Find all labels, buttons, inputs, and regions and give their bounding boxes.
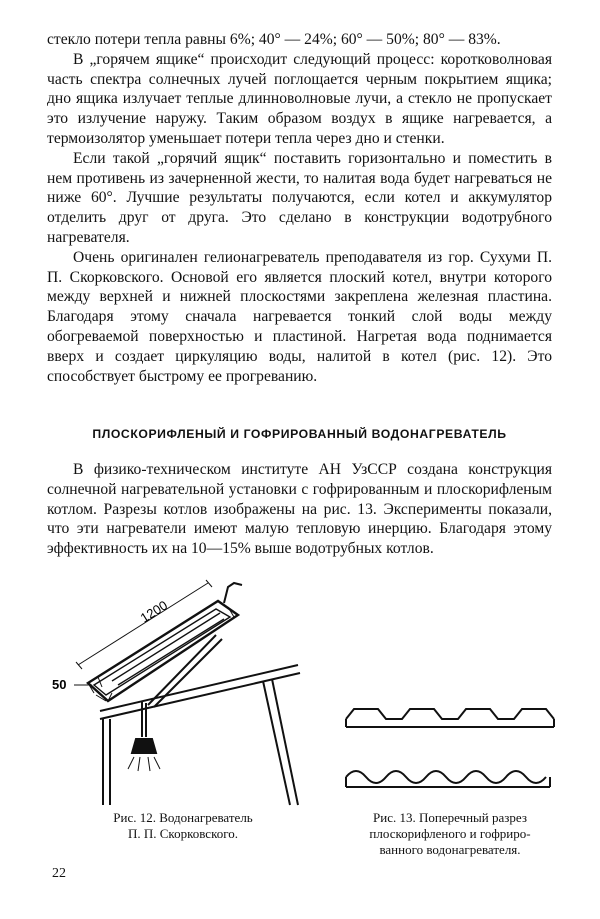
figure-12-caption-line: П. П. Скорковского. (127, 826, 238, 841)
dimension-line-length (78, 583, 208, 665)
paragraph-horizontal-box: Если такой „горячий ящик“ поставить горизонтально и поместить в нем противень из зачерненной жести, то налитая вода будет нагреваться не ниже 60°. Лучшие результаты получаются, если котел и аккумулятор отделить друг от друга. Это сделано в конструкции водотрубного нагревателя. (47, 149, 552, 246)
tap-head (132, 739, 156, 753)
page-number: 22 (52, 866, 66, 881)
figure-13-caption (334, 810, 566, 858)
paragraph-uzssr: В физико-техническом институте АН УзССР создана конструкция солнечной нагревательной установки с гофрированным и плоскорифленым котлом. Разрезы котлов изображены на рис. 13. Эксперименты показали, что эти нагреватели имеют малую тепловую инерцию. Благодаря этому эффективность их на 10—15% выше водотрубных котлов. (47, 461, 552, 558)
figure-13-sections-drawing (338, 697, 558, 797)
flat-ribbed-profile-top (346, 709, 554, 719)
body-text-section (47, 460, 552, 559)
figure-13-caption-line: Рис. 13. Поперечный разрез (373, 810, 527, 825)
dimension-label-thickness: 50 (52, 677, 67, 692)
paragraph-skorkovsky: Очень оригинален гелионагреватель преподавателя из гор. Сухуми П. П. Скорковского. Основой его является плоский котел, внутри которого между верхней и нижней плоскостями закреплена железная пластина. Благодаря этому сначала нагревается тонкий слой воды между обогреваемой поверхностью и пластиной. Нагретая вода поднимается вверх и создает циркуляцию воды, налитой в котел (рис. 12). Это способствует быстрому ее прогреванию. (47, 248, 552, 385)
figure-12-caption (63, 810, 303, 842)
dimension-label-length: 1200 (137, 597, 171, 626)
paragraph-continuation: стекло потери тепла равны 6%; 40° — 24%; 60° — 50%; 80° — 83%. (47, 31, 501, 48)
paragraph-hot-box: В „горячем ящике“ происходит следующий процесс: коротковолновая часть спектра солнечных лучей поглощается черным покрытием ящика; дно ящика излучает теплые длинноволновые лучи, а стекло не пропускает это излучение наружу. Таким образом воздух в ящике нагревается, а термоизолятор уменьшает потери тепла через дно и стенки. (47, 50, 552, 147)
figure-12-caption-line: Рис. 12. Водонагреватель (113, 810, 253, 825)
section-heading: ПЛОСКОРИФЛЕНЫЙ И ГОФРИРОВАННЫЙ ВОДОНАГРЕВАТЕЛЬ (92, 427, 507, 441)
outlet-pipe (224, 583, 242, 603)
figure-13-caption-line: плоскорифленого и гофриро- (369, 826, 531, 841)
corrugated-profile-top (346, 771, 546, 783)
body-text-top (47, 30, 552, 386)
figure-12-heater-drawing (48, 573, 318, 809)
figure-13-caption-line: ванного водонагревателя. (379, 842, 521, 857)
